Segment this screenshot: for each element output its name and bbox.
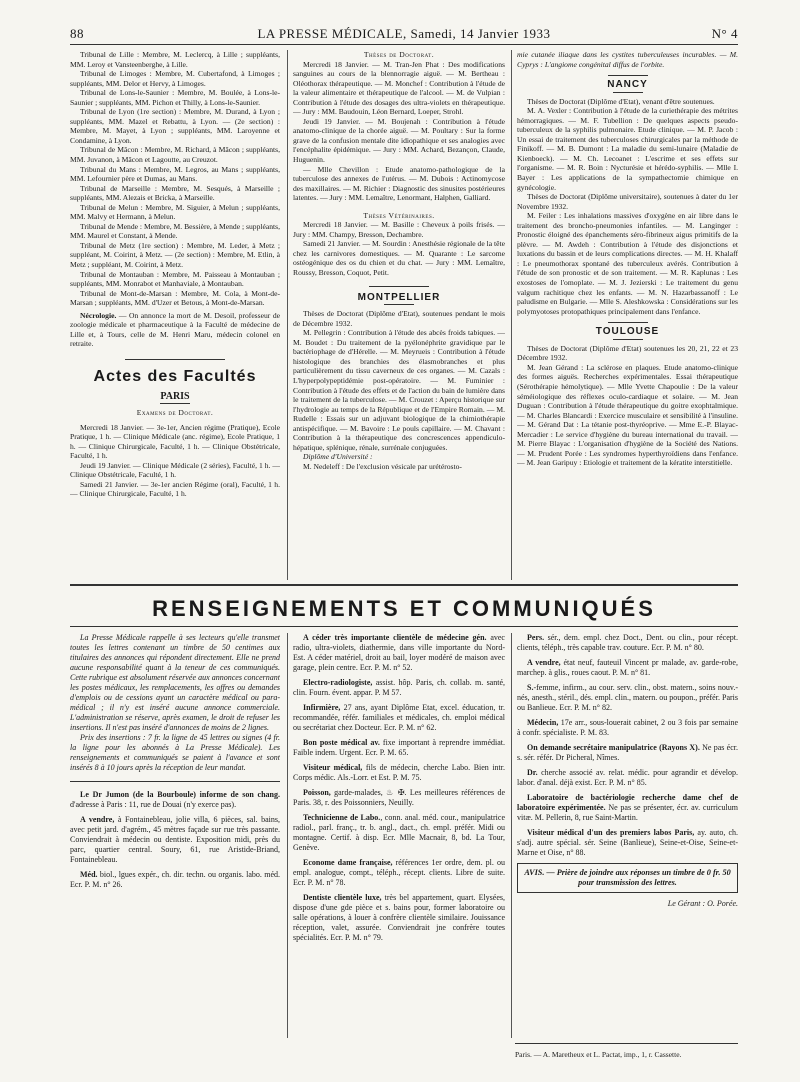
rc-ads-1: [70, 790, 280, 890]
column-2: [293, 50, 505, 580]
exam-entry: Jeudi 19 Janvier. — Clinique Médicale (2 séries), Faculté, 1 h. — Clinique Obstétricale, Faculté, 1 h.: [70, 460, 280, 480]
ad-entry: Dr. cherche associé av. relat. médic. pour agrandir et dévelop. labor. d'anal. déjà exist. Ecr. P. M. n° 85.: [517, 768, 738, 787]
ad-entry: Econome dame française, références 1er ordre, dem. pl. ou empl. analogue, compt., téléph., récept. clients. Libre de suite. Ecr. P. M. n° 78.: [293, 858, 505, 887]
journal-title: LA PRESSE MÉDICALE, Samedi, 14 Janvier 1933: [257, 26, 551, 41]
ad-entry: Electro-radiologiste, assist. hôp. Paris, ch. collab. m. santé, clin. Fourn. évent. appar. P. M 57.: [293, 678, 505, 697]
page-number: 88: [70, 26, 84, 41]
col3-continuation: mie cutanée iliaque dans les cystites tuberculeuses incurables. — M. Cyprys : L'angiome congénital diffus de l'orbite.: [517, 50, 738, 69]
ad-entry: A vendre, état neuf, fauteuil Vincent pr malade, av. garde-robe, marchep. à glis., roues caout. P. M. n° 81.: [517, 658, 738, 677]
tribunal-list: [70, 50, 280, 308]
gerant: Le Gérant : O. Porée.: [667, 899, 738, 908]
toulouse-intro: Thèses de Doctorat (Diplôme d'Etat) soutenues les 20, 21, 22 et 23 Décembre 1932.: [517, 343, 738, 363]
vet-entry: Mercredi 18 Janvier. — M. Basille : Cheveux à poils frisés. — Jury : MM. Champy, Bresson, Dechambre.: [293, 220, 505, 239]
tribunal-entry: Tribunal de Melun : Membre, M. Siguier, à Melun ; suppléants, MM. Malvy et Hermann, à Melun.: [70, 202, 280, 222]
thesis-entry: — Mlle Chevillon : Etude anatomo-pathologique de la tuberculose des annexes de l'utérus. — M. Dubois : Actinomycose des maxillaires. — M. Richier : Diagnostic des sinusites postérieures latentes. — Jury : MM. Lemaître, Lenormant, Halphen, Galliard.: [293, 164, 505, 203]
thesis-entry: Jeudi 19 Janvier. — M. Boujenah : Contribution à l'étude anatomo-clinique de la chorée aiguë. — M. Poultary : Sur la forme grave de la confusion mentale dite idiopathique et ses analogies avec l'encéphalite épidémique. — Jury : MM. Achard, Bezançon, Claude, Huguenin.: [293, 116, 505, 165]
rc-column-2: [293, 633, 505, 1043]
ad-entry: A céder très importante clientèle de médecine gén. avec radio, ultra-violets, diathermie, dans ville importante du Nord-Est. A céder matériel, droit au bail, loyer modéré de maison avec garage, plein centre. Ecr. P. M. n° 52.: [293, 633, 505, 672]
nancy-text: M. A. Vexler : Contribution à l'étude de la curiethérapie des métrites hémorragiques. — M. F. Tubellion : De quelques aspects pseudo-tuberculeux de la syphilis pulmonaire. Etude clinique. — M. P. Jacob : Un essai de traitement des tuberculoses chirurgicales par la méthode de Finikoff. — M. B. Dumont : La maladie du semi-lunaire (Maladie de Kienboeck). — M. Ch. Lecoanet : L'escrime et ses effets sur l'organisme. — M. R. Boin : Nycturésie et hérédo-syphilis. — Mlle I. Bayer : Les applications de la sympathectomie chimique en gynécologie.: [517, 106, 738, 192]
exams-list: [70, 423, 280, 499]
toulouse-text: M. Jean Gérand : La sclérose en plaques. Etude anatomo-clinique des formes aiguës. Recherches expérimentales. Essai thérapeutique (Sérothérapie hémolytique). — Mlle Yvette Chapoulie : De la valeur séméiologique des réflexes oculo-cardiaque et solaire. — M. Jean Duguan : Contribution à l'étude thérapeutique du goitre exophtalmique. — M. Charles Blancardi : Exercice musculaire et sensibilité à l'insuline. — M. Gérand Dat : La tétanie post-thyréoprive. — Mme E.-P. Blayac-Mercadier : Le service d'hygiène du bureau international du travail. — M. Pierre Blayac : L'organisation d'hygiène de la Société des Nations. — M. Prudent Porée : Les syndromes hyperthyroïdiens dans l'enfance. — M. Jean Garipuy : Etiologie et traitement de la kératite interstitielle.: [517, 362, 738, 468]
ad-entry: A vendre, à Fontainebleau, jolie villa, 6 pièces, sal. bains, avec petit jard. d'agrém., 45 mètres façade sur rue très passante. Conviendrait à médecin ou dentiste. Exposition midi, près du parc, quartier central. Soury, 61, rue Aristide-Briand, Fontainebleau.: [70, 815, 280, 864]
nancy-univ: Thèses de Doctorat (Diplôme universitaire), soutenues à dater du 1er Novembre 1932.: [517, 192, 738, 211]
rc-column-3: [517, 633, 738, 1043]
rc-prix: Prix des insertions : 7 fr. la ligne de 45 lettres ou signes (4 fr. la ligne pour les abonnés à La Presse Médicale). Les renseignements et communiqués se paient à l'avance et sont insérés 8 à 10 jours après la réception de leur mandat.: [70, 733, 280, 772]
column-1: [70, 50, 280, 580]
ad-entry: Dentiste clientèle luxe, très bel appartement, quart. Elysées, dispose d'une gde pièce et s. bains pour, former laboratoire ou salle opérations, à louer à confrère clientèle similaire. Jouissance réception, valet, assurée. Conviendrait jne confrère toutes spécialités. Ecr. P. M. n° 79.: [293, 893, 505, 942]
ad-entry: Visiteur médical, fils de médecin, cherche Labo. Bien intr. Corps médic. Als.-Lorr. et Est. P. M. 75.: [293, 763, 505, 782]
ad-entry: Poisson, garde-malades, ♨ ✠. Les meilleures références de Paris. 38, r. des Poissonniers, Neuilly.: [293, 788, 505, 807]
exam-entry: Samedi 21 Janvier. — 3e-1er ancien Régime (oral), Faculté, 1 h. — Clinique Chirurgicale, Faculté, 1 h.: [70, 479, 280, 499]
montpellier-title: MONTPELLIER: [357, 291, 441, 303]
tribunal-entry: Tribunal de Mâcon : Membre, M. Richard, à Mâcon ; suppléants, MM. Juvanon, à Mâcon et Lagoutte, au Creuzot.: [70, 145, 280, 165]
nancy-intro: Thèses de Doctorat (Diplôme d'Etat), venant d'être soutenues.: [527, 96, 715, 106]
exam-entry: Mercredi 18 Janvier. — 3e-1er, Ancien régime (Pratique), Ecole Pratique, 1 h. — Clinique Médicale (anc. régime), Ecole Pratique, 1 h. — Clinique Chirurgicale, Faculté, 1 h. — Clinique Obstétricale, Faculté, 1 h.: [70, 422, 280, 461]
necro-label: Nécrologie.: [80, 310, 117, 320]
ad-entry: On demande secrétaire manipulatrice (Rayons X). Ne pas écr. s. sér. référ. Dr Picheral, Nîmes.: [517, 743, 738, 762]
vet-title: Thèses Vétérinaires.: [363, 210, 435, 220]
ad-entry: Technicienne de Labo., conn. anal. méd. cour., manipulatrice radiol., parl. franç., tr. b. angl., dact., ch. empl. préfér. Midi ou montagne. Certif. à disp. Ecr. Mlle Macnair, 8, bd. La Tour, Genève.: [293, 813, 505, 852]
page-header: [70, 26, 738, 42]
ad-entry: Visiteur médical d'un des premiers labos Paris, ay. auto, ch. s'adj. autre spécial. sér. Seine (Banlieue), Seine-et-Oise, Seine-et-Marne et Oise, n° 88.: [517, 828, 738, 857]
exams-title: Examens de Doctorat.: [136, 408, 214, 418]
ad-entry: S.-femme, infirm., au cour. serv. clin., obst. matern., soins nouv.-nés, anesth., stéril., dés. empl. clin., matern. ou poupon., préfér. Paris ou Banlieue. Ecr. P. M. n° 82.: [517, 683, 738, 712]
nancy-title: NANCY: [607, 79, 648, 91]
rc-ads-2: [293, 633, 505, 943]
header-rule: [70, 44, 738, 45]
theses-list: [293, 60, 505, 203]
toulouse-title: TOULOUSE: [595, 326, 660, 338]
tribunal-entry: Tribunal de Lyon (1re section) : Membre, M. Durand, à Lyon ; suppléants, MM. Mazel et Rebattu, à Lyon. — (2e section) : Membre, M. Mayet, à Lyon ; suppléants, MM. Laroyenne et Condamine, à Lyon.: [70, 107, 280, 145]
ad-entry: Pers. sér., dem. empl. chez Doct., Dent. ou clin., pour récept. clients, téléph., très capable trav. couture. Ecr. P. M. n° 80.: [517, 633, 738, 652]
ad-entry: Bon poste médical av. fixe important à reprendre immédiat. Faible indem. Urgent. Ecr. P. M. 65.: [293, 738, 505, 757]
tribunal-entry: Tribunal de Lille : Membre, M. Leclercq, à Lille ; suppléants, MM. Leroy et Vansteenberghe, à Lille.: [70, 50, 280, 69]
tribunal-entry: Tribunal de Marseille : Membre, M. Sesqués, à Marseille ; suppléants, MM. Alezais et Bricka, à Marseille.: [70, 183, 280, 203]
theses-title: Thèses de Doctorat.: [363, 50, 435, 59]
tribunal-entry: Tribunal de Mende : Membre, M. Bessière, à Mende ; suppléants, MM. Maurel et Constant, à Mende.: [70, 221, 280, 241]
tribunal-entry: Tribunal de Limoges : Membre, M. Cubertafond, à Limoges ; suppléants, MM. Delor et Hervy, à Limoges.: [70, 69, 280, 88]
avis-box: AVIS. — Prière de joindre aux réponses un timbre de 0 fr. 50 pour transmission des lettres.: [517, 863, 738, 893]
rc-notice: La Presse Médicale rappelle à ses lecteurs qu'elle transmet toutes les lettres contenant un timbre de 50 centimes aux titulaires des annonces qui répondent directement. Elle ne prend aucune responsabilité quant à la teneur de ces communiqués. Cette rubrique est absolument réservée aux annonces concernant les postes médicaux, les remplacements, les offres ou demandes d'emplois ou de cessions ayant un caractère médical ou para-médical ; il n'y est inséré aucune annonce commerciale. L'administration se réserve, après examen, le droit de refuser les insertions. Il n'est pas inséré d'annonces de moins de 2 lignes.: [70, 633, 280, 732]
vet-list: [293, 220, 505, 277]
montpellier-text: M. Pellegrin : Contribution à l'étude des abcès froids tabiques. — M. Boudet : Du traitement de la pyélonéphrite gravidique par le bactériophage de d'Hérelle. — M. Meyrueis : Contribution à l'étude histologique des branchies des élasmobranches et plus particulièrement du tissu caverneux de ces organes. — M. Cazals : L'hyperpolypeptidémie post-opératoire. — M. Fuminier : Contribution à l'étude des effets et de l'action du bain de lumière dans le traitement de la tuberculose. — M. Crouzet : Aperçu historique sur l'hydrologie au temps de la République et de l'Empire Romain. — M. Rudelle : Essais sur un adjuvant biologique de la chimiothérapie antispécifique. — M. Bavoire : Le pouls capillaire. — M. Chavant : Contribution à la thérapeutique des concrescences appendiculo-hépatique, splénique, rénale, surrénale conjuguées.: [293, 328, 505, 452]
ad-entry: Médecin, 17e arr., sous-louerait cabinet, 2 ou 3 fois par semaine à confr. spécialiste. P. M. 83.: [517, 718, 738, 737]
montpellier-intro: Thèses de Doctorat (Diplôme d'Etat), soutenues pendant le mois de Décembre 1932.: [293, 309, 505, 328]
renseignements-title: RENSEIGNEMENTS ET COMMUNIQUÉS: [152, 596, 656, 621]
ad-entry: Méd. biol., lgues expér., ch. dir. techn. ou organis. labo. méd. Ecr. P. M. n° 26.: [70, 870, 280, 889]
tribunal-entry: Tribunal de Lons-le-Saunier : Membre, M. Boulée, à Lons-le-Saunier ; suppléants, MM. Pichon et Thilly, à Lons-le-Saunier.: [70, 88, 280, 107]
paris-title: PARIS: [160, 390, 190, 402]
printer-line: Paris. — A. Maretheux et L. Pactat, imp., 1, r. Cassette.: [515, 1050, 682, 1059]
montpellier-univ: Diplôme d'Université :: [303, 452, 373, 462]
montpellier-univ-text: M. Nedeleff : De l'exclusion vésicale par urétérosto-: [303, 461, 462, 471]
tribunal-entry: Tribunal de Mont-de-Marsan : Membre, M. Cola, à Mont-de-Marsan ; suppléants, MM. d'Uzer et Betous, à Mont-de-Marsan.: [70, 288, 280, 308]
nancy-univ-text: M. Feiler : Les inhalations massives d'oxygène en air libre dans le traitement des broncho-pneumonies infantiles. — M. Langinger : Pronostic éloigné des épanchements séro-fibrineux aigus primitifs de la plèvre. — M. Awdeh : Contribution à l'étude des disjonctions et luxations du bassin et de leurs complications directes. — M. H. Khalaff : Le pneumothorax spontané des tuberculeux avérés. Contribution à l'étude de son pronostic et de son traitement. — M. R. Kaplunas : Les exostoses de l'omoplate. — M. J. Jezierski : Le traitement du genu valgum rachitique chez les enfants. — M. N. Hazarbassanoff : Le paludisme en Bulgarie. — Mlle S. Aleshkowska : Considérations sur les polymyotoses protopathiques principalement dans l'enfance.: [517, 211, 738, 316]
rc-column-1: [70, 633, 280, 1043]
actes-title: Actes des Facultés: [93, 367, 257, 385]
column-3: [517, 50, 738, 580]
ad-entry: Le Dr Jumon (de la Bourboule) informe de son chang. d'adresse à Paris : 11, rue de Douai (n'y exerce pas).: [70, 790, 280, 809]
tribunal-entry: Tribunal du Mans : Membre, M. Legros, au Mans ; suppléants, MM. Lefournier père et Dumas, au Mans.: [70, 164, 280, 184]
rc-ads-3: [517, 633, 738, 858]
tribunal-entry: Tribunal de Metz (1re section) : Membre, M. Leder, à Metz ; suppléant, M. Coirint, à Metz. — (2e section) : Membre, M. Etlin, à Metz ; suppléant, M. Coirint, à Metz.: [70, 240, 280, 270]
issue-number: N° 4: [711, 26, 738, 41]
ad-entry: Laboratoire de bactériologie recherche dame chef de laboratoire expérimentée. Ne pas se présenter, écr. av. curriculum vitæ. M. Pellerin, 8, rue Saint-Martin.: [517, 793, 738, 822]
tribunal-entry: Tribunal de Montauban : Membre, M. Paisseau à Montauban ; suppléants, MM. Monrabot et Manhaviale, à Montauban.: [70, 269, 280, 289]
ad-entry: Infirmière, 27 ans, ayant Diplôme Etat, excel. éducation, tr. recommandée, référ. familiales et médicales, ch. emploi médical ou secrétariat chez Docteur. Ecr. P. M. n° 62.: [293, 703, 505, 732]
thesis-entry: Mercredi 18 Janvier. — M. Tran-Jen Phat : Des modifications sanguines au cours de la blennorragie aiguë. — M. Bertheau : Oléothorax thérapeutique. — M. Monchef : Contribution à l'étude de la valeur alimentaire et thérapeutique de l'alcool. — M. de Vulpian : Contribution à l'étude des dosages des ultra-violets en thérapeutique. — Jury : MM. Baudouin, Léon Bernard, Loeper, Strohl.: [293, 59, 505, 117]
necro-text: — On annonce la mort de M. Desoil, professeur de zoologie médicale et pharmaceutique à la Faculté de médecine de Lille et, à Tours, celle de M. Henri Maru, médecin colonel en retraite.: [70, 310, 280, 349]
vet-entry: Samedi 21 Janvier. — M. Sourdin : Anesthésie régionale de la tête chez les carnivores domestiques. — M. Quarante : Le sarcome ostéogénique des os du chien et du chat. — Jury : MM. Lemaître, Roussy, Bresson, Coquot, Petit.: [293, 239, 505, 278]
